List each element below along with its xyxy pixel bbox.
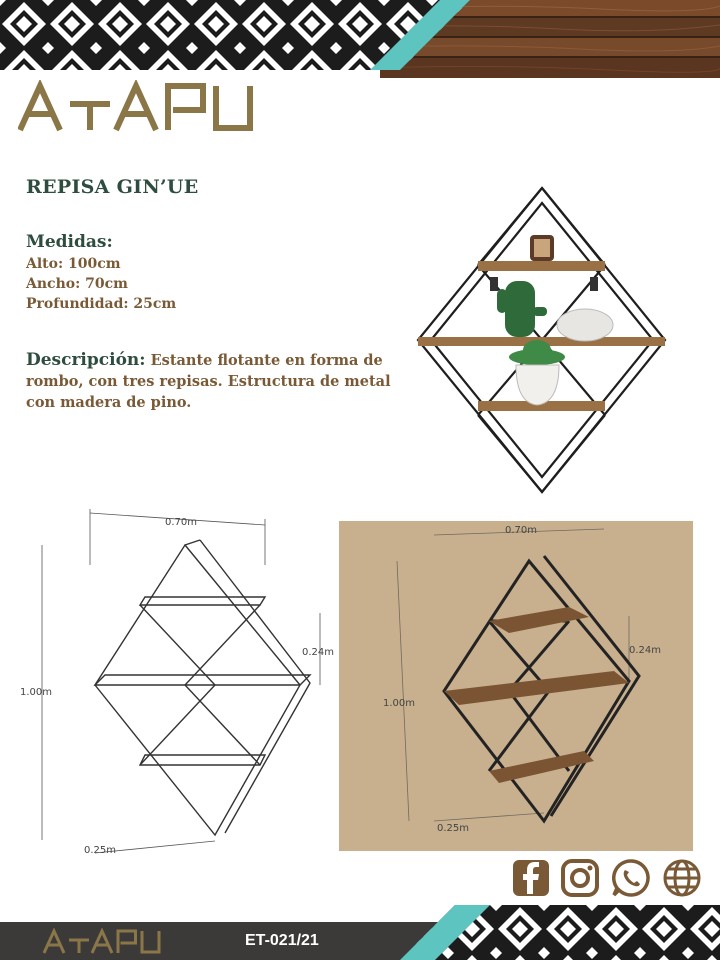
technical-sketch [20, 505, 340, 865]
dim-width-render: 0.70m [505, 525, 538, 536]
whatsapp-icon[interactable] [611, 858, 651, 898]
dim-width-sketch: 0.70m [165, 517, 198, 528]
tribal-pattern-header [0, 0, 470, 70]
dim-height-sketch: 1.00m [20, 687, 53, 698]
product-code: ET-021/21 [245, 932, 319, 949]
dim-spacing-render: 0.24m [629, 645, 662, 656]
product-photo [415, 185, 685, 495]
measure-width: Ancho: 70cm [26, 276, 128, 292]
globe-icon[interactable] [662, 858, 702, 898]
footer-logo [38, 928, 168, 956]
cactus [497, 281, 547, 337]
product-title: REPISA GIN’UE [26, 176, 199, 198]
description-label: Descripción: [26, 350, 146, 370]
dim-height-render: 1.00m [383, 698, 416, 709]
product-render [339, 521, 693, 851]
measure-depth: Profundidad: 25cm [26, 296, 177, 312]
dim-spacing-sketch: 0.24m [302, 647, 335, 658]
dim-depth-sketch: 0.25m [84, 845, 117, 856]
measures-heading: Medidas: [26, 232, 113, 252]
tribal-pattern-footer [400, 905, 720, 960]
atapu-logo [18, 80, 258, 136]
description [26, 350, 406, 413]
instagram-icon[interactable] [560, 858, 600, 898]
measure-height: Alto: 100cm [26, 256, 121, 272]
dim-depth-render: 0.25m [437, 823, 470, 834]
facebook-icon[interactable] [511, 858, 551, 898]
description-text: Estante flotante en forma de rombo, con tres repisas. Estructura de metal con madera de pino. [26, 352, 391, 411]
